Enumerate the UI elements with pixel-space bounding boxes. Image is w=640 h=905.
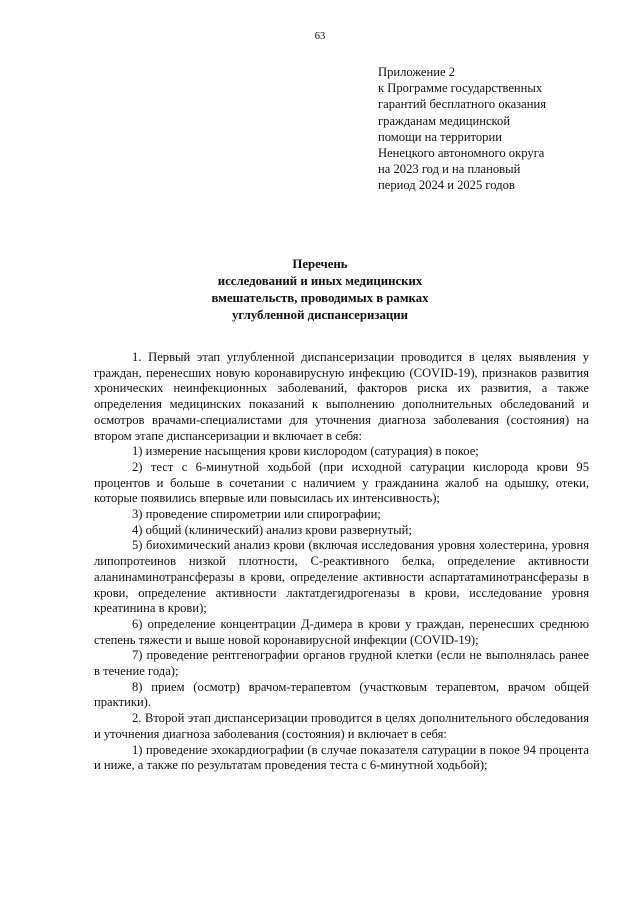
appendix-line: период 2024 и 2025 годов xyxy=(378,178,515,193)
appendix-line: гражданам медицинской xyxy=(378,113,511,128)
list-item: 3) проведение спирометрии или спирографии; xyxy=(132,507,381,522)
paragraph-stage-2-intro: 2. Второй этап диспансеризации проводится в целях дополнительного обследования и уточнения диагноза заболевания (состояния) и включает в себя: xyxy=(94,711,589,741)
appendix-line: помощи на территории xyxy=(378,129,502,144)
appendix-line: на 2023 год и на плановый xyxy=(378,162,521,177)
list-item: 2) тест с 6-минутной ходьбой (при исходной сатурации кислорода крови 95 процентов и больше в сочетании с наличием у гражданина жалоб на одышку, отеки, которые появились впервые или повысилась их интенсивность); xyxy=(94,459,589,506)
document-title xyxy=(0,256,640,324)
list-item: 6) определение концентрации Д-димера в крови у граждан, перенесших среднюю степень тяжести и выше новой коронавирусной инфекции (COVID-19); xyxy=(94,616,589,647)
list-item: 1) измерение насыщения крови кислородом (сатурация) в покое; xyxy=(132,444,479,459)
title-line: вмешательств, проводимых в рамках xyxy=(211,291,429,305)
document-body xyxy=(94,350,589,774)
appendix-line: Приложение 2 xyxy=(378,65,456,79)
paragraph-stage-1-intro: 1. Первый этап углубленной диспансеризации проводится в целях выявления у граждан, перенесших новую коронавирусную инфекцию (COVID-19), признаков развития хронических неинфекционных заболеваний, факторов риска их развития, а также определения медицинских показаний к выполнению дополнительных обследований и осмотров врачами-специалистами для уточнения диагноза заболевания (состояния) на втором этапе диспансеризации и включает в себя: xyxy=(94,350,589,443)
title-line: углубленной диспансеризации xyxy=(232,308,408,322)
appendix-header xyxy=(378,64,628,194)
appendix-line: к Программе государственных xyxy=(378,81,543,96)
page-number: 63 xyxy=(314,31,326,42)
list-item: 1) проведение эхокардиографии (в случае показателя сатурации в покое 94 процента и ниже, а также по результатам проведения теста с 6-минутной ходьбой); xyxy=(94,742,589,773)
appendix-line: гарантий бесплатного оказания xyxy=(378,97,547,112)
title-line: исследований и иных медицинских xyxy=(217,274,423,288)
list-item: 7) проведение рентгенографии органов грудной клетки (если не выполнялась ранее в течение года); xyxy=(94,648,589,679)
list-item: 4) общий (клинический) анализ крови развернутый; xyxy=(132,522,412,537)
appendix-line: Ненецкого автономного округа xyxy=(378,146,545,161)
title-line: Перечень xyxy=(292,257,348,271)
list-item: 5) биохимический анализ крови (включая исследования уровня холестерина, уровня липопротеинов низкой плотности, С-реактивного белка, определение активности аланинаминотрансферазы в крови, определение активности аспартатаминотрансферазы в крови, определение активности лактатдегидрогеназы в крови, исследование уровня креатинина в крови); xyxy=(94,538,589,616)
list-item: 8) прием (осмотр) врачом-терапевтом (участковым терапевтом, врачом общей практики). xyxy=(94,679,589,710)
